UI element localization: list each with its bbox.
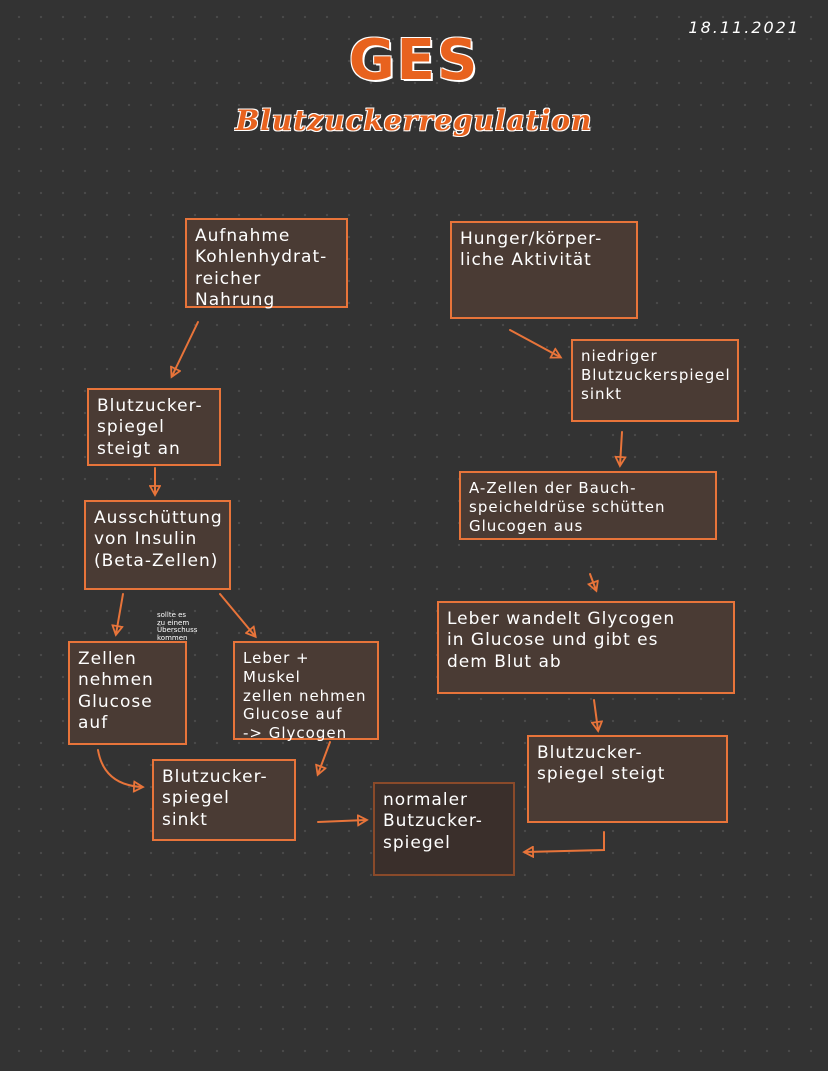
page-title: GES bbox=[348, 28, 480, 93]
box-liver-muscle-cells: Leber + Muskel zellen nehmen Glucose auf -> Glycogen bbox=[233, 641, 379, 740]
arrow-insulin-to-cells bbox=[116, 594, 123, 634]
box-blood-sugar-rises-right: Blutzucker- spiegel steigt bbox=[527, 735, 728, 823]
box-normal-blood-sugar: normaler Butzucker- spiegel bbox=[373, 782, 515, 876]
arrow-liver-to-rises bbox=[594, 700, 598, 730]
arrow-liver-muscle-to-sinks bbox=[318, 742, 330, 774]
arrow-rises-to-normal bbox=[525, 832, 604, 852]
arrow-cells-to-sinks bbox=[98, 750, 142, 787]
box-low-blood-sugar: niedriger Blutzuckerspiegel sinkt bbox=[571, 339, 739, 422]
box-carb-intake: Aufnahme Kohlenhydrat- reicher Nahrung bbox=[185, 218, 348, 308]
side-note: sollte es zu einem Überschuss kommen bbox=[157, 611, 198, 643]
box-insulin-release: Ausschüttung von Insulin (Beta-Zellen) bbox=[84, 500, 231, 590]
arrow-acells-to-liver bbox=[590, 574, 596, 590]
date: 18.11.2021 bbox=[688, 18, 800, 37]
box-blood-sugar-sinks: Blutzucker- spiegel sinkt bbox=[152, 759, 296, 841]
box-hunger-activity: Hunger/körper- liche Aktivität bbox=[450, 221, 638, 319]
page-subtitle: Blutzuckerregulation bbox=[235, 104, 593, 137]
box-blood-sugar-rises: Blutzucker- spiegel steigt an bbox=[87, 388, 221, 466]
arrow-hunger-to-low bbox=[510, 330, 560, 357]
arrow-insulin-to-liver-muscle bbox=[220, 594, 255, 636]
arrow-intake-to-rises bbox=[172, 322, 198, 376]
box-cells-absorb-glucose: Zellen nehmen Glucose auf bbox=[68, 641, 187, 745]
box-alpha-cells-glucagon: A-Zellen der Bauch- speicheldrüse schütten Glucogen aus bbox=[459, 471, 717, 540]
arrow-sinks-to-normal bbox=[318, 820, 366, 822]
arrow-low-to-acells bbox=[620, 432, 622, 465]
box-liver-converts-glycogen: Leber wandelt Glycogen in Glucose und gibt es dem Blut ab bbox=[437, 601, 735, 694]
